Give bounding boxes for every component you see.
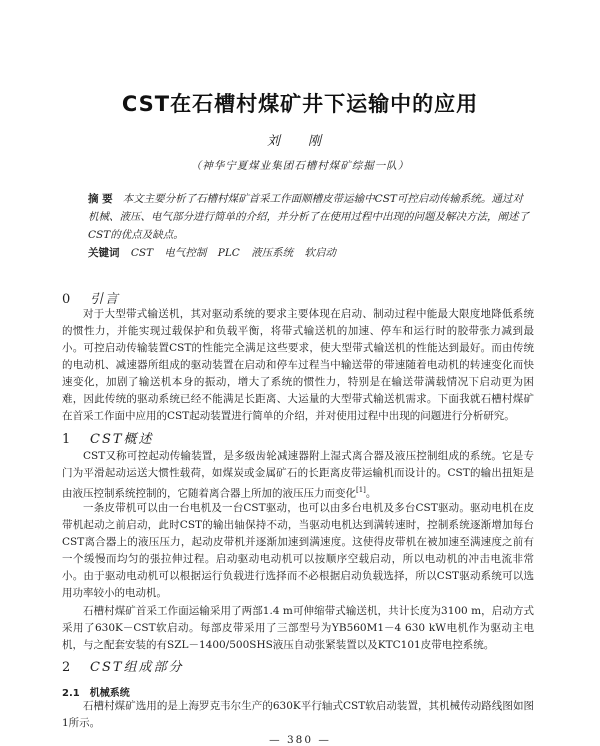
section-heading-components [62, 656, 184, 675]
paper-title: CST在石槽村煤矿井下运输中的应用 [121, 92, 479, 116]
overview-paragraph-2: 一条皮带机可以由一台电机及一台CST驱动，也可以由多台电机及多台CST驱动。驱动电机在皮带机起动之前启动，此时CST的输出轴保持不动，当驱动电机达到满转速时，控制系统逐渐增加每台CST离合器上的液压压力，起动皮带机并逐渐加速到满速度。这使得皮带机在被加速至满速度之前有一个缓慢而均匀的張拉伸过程。启动驱动电动机可以按顺序空载启动，所以电动机的冲击电流非常小。由于驱动电动机可以根据运行负载进行选择而不必根据启动负载选择，所以CST驱动系统可以选用功率较小的电动机。 [62, 502, 534, 599]
mechanical-paragraph: 石槽村煤矿选用的是上海罗克韦尔生产的630K平行轴式CST软启动装置，其机械传动路线图如图1所示。 [62, 700, 534, 729]
overview-paragraph-1: CST又称可控起动传输装置，是多级齿轮减速器附上湿式离合器及液压控制组成的系统。它是专门为平滑起动运送大惯性载荷，如煤炭或金属矿石的长距离皮带运输机而设计的。CST的输出扭矩是由液压控制系统控制的，它随着离合器上所加的液压压力而变化[1]。 [62, 450, 534, 500]
abstract-text: 本文主要分析了石槽村煤矿首采工作面顺槽皮带运输中CST可控启动传输系统。通过对机械、液压、电气部分进行简单的介绍，并分析了在使用过程中出现的问题及解决方法，阐述了CST的优点及缺点。 [88, 193, 529, 241]
subsection-title: 机械系统 [89, 688, 130, 699]
keyword-item: PLC [217, 247, 240, 259]
citation-ref: [1] [356, 486, 366, 494]
section-number: 2 [62, 660, 71, 675]
keyword-item: CST [130, 247, 154, 259]
section-number: 0 [62, 292, 71, 307]
section-heading-intro [62, 288, 120, 307]
overview-paragraph-1-text: CST又称可控起动传输装置，是多级齿轮减速器附上湿式离合器及液压控制组成的系统。它是专门为平滑起动运送大惯性载荷，如煤炭或金属矿石的长距离皮带运输机而设计的。CST的输出扭矩是由液压控制系统控制的，它随着离合器上所加的液压压力而变化 [62, 450, 534, 500]
section-title: CST组成部分 [90, 660, 184, 675]
author-name: 刘 刚 [266, 134, 334, 149]
keyword-item: 软启动 [304, 247, 337, 259]
abstract [88, 190, 530, 244]
overview-paragraph-3: 石槽村煤矿首采工作面运输采用了两部1.4 m可伸缩带式输送机，共计长度为3100 m，启动方式采用了630K－CST软启动。每部皮带采用了三部型号为YB560M1－4 630 kW电机作为驱动主电机，与之配套安装的有SZL－1400/500SHS液压自动张紧装置以及KTC101皮带电控系统。 [62, 605, 534, 651]
intro-paragraph: 对于大型带式输送机，其对驱动系统的要求主要体现在启动、制动过程中能最大限度地降低系统的惯性力，并能实现过载保护和负载平衡，将带式输送机的加速、停车和运行时的胶带张力减到最小。可控启动传输装置CST的性能完全满足这些要求，使大型带式输送机的性能达到最好。而由传统的电动机、减速器所组成的驱动装置在启动和停车过程当中输送带的带速随着电动机的转速变化而快速变化，加剧了输送机本身的振动，增大了系统的惯性力，特别是在输送带满载情况下启动更为困难，因此传统的驱动系统已经不能满足长距离、大运量的大型带式输送机需求。下面我就石槽村煤矿在首采工作面中应用的CST起动装置进行简单的介绍，并对使用过程中出现的问题进行分析研究。 [62, 308, 534, 422]
section-number: 1 [62, 432, 71, 447]
keyword-item: 电气控制 [164, 247, 207, 259]
abstract-label: 摘 要 [88, 193, 113, 205]
keyword-item: 液压系统 [251, 247, 294, 259]
keywords [88, 245, 530, 260]
section-title: 引言 [90, 292, 121, 307]
section-title: CST概述 [90, 432, 154, 447]
subsection-heading [62, 684, 130, 699]
author-affiliation: （神华宁夏煤业集团石槽村煤矿综掘一队） [190, 160, 410, 172]
keywords-label: 关键词 [88, 247, 120, 259]
page-number: — 380 — [269, 734, 331, 746]
subsection-number: 2.1 [62, 688, 80, 699]
section-heading-overview [62, 428, 154, 447]
